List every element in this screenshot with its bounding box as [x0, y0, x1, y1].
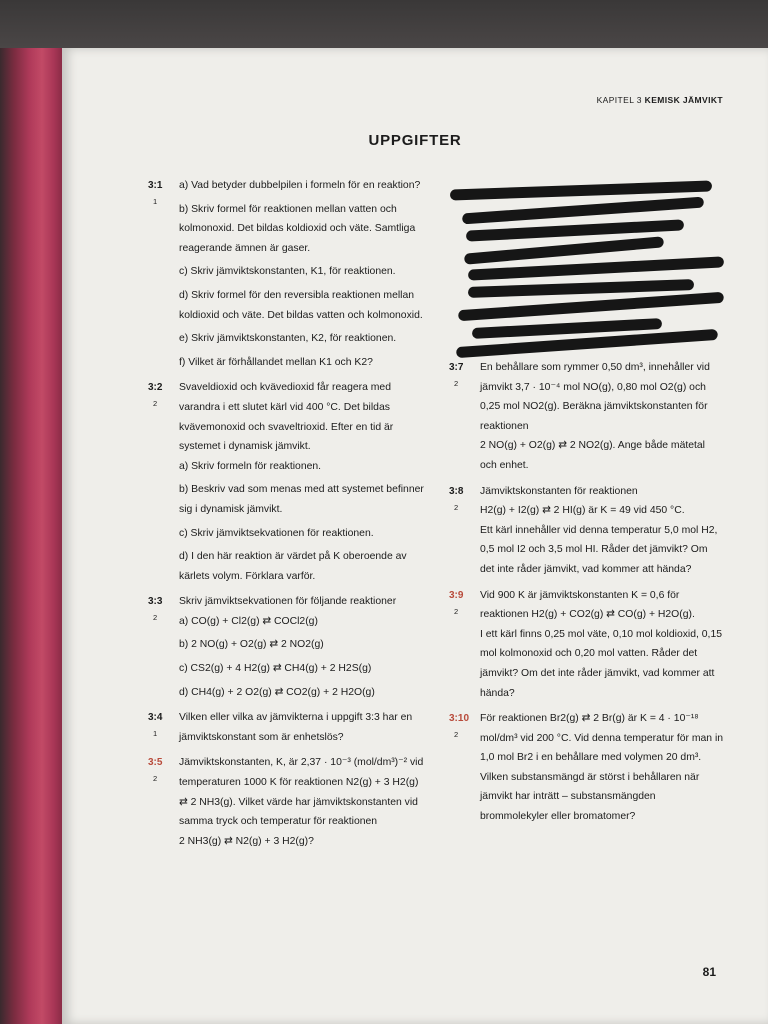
reaction-b: b) 2 NO(g) + O2(g) ⇄ 2 NO2(g): [179, 639, 324, 651]
task-text: d) Skriv formel för den reversibla reaktionen mellan koldioxid och väte. Det bildas vatten och kolmonoxid.: [179, 289, 423, 321]
page-number: 81: [702, 965, 716, 979]
left-column: [148, 176, 428, 857]
task-level: 2: [454, 502, 459, 512]
task-number: 3:9: [449, 589, 464, 601]
task-text: En behållare som rymmer 0,50 dm³, innehåller vid jämvikt 3,7 · 10⁻⁴ mol NO(g), 0,80 mol O2(g) och 0,25 mol NO2(g). Beräkna jämviktskonstanten för reaktionen: [480, 362, 710, 432]
task-text: b) Beskriv vad som menas med att systemet befinner sig i dynamisk jämvikt.: [179, 484, 424, 515]
reaction: 2 NH3(g) ⇄ N2(g) + 3 H2(g)?: [179, 835, 314, 847]
task-level: 1: [153, 197, 158, 206]
book-spine: [0, 48, 62, 1024]
task-3-10: [449, 709, 724, 827]
task-text: Jämviktskonstanten, K, är 2,37 · 10⁻³ (mol/dm³)⁻² vid temperaturen 1000 K för reaktionen N2(g) + 3 H2(g) ⇄ 2 NH3(g). Vilket värde har jämviktskonstanten vid samma tryck och temperatur för reaktionen: [179, 757, 424, 828]
reaction-d: d) CH4(g) + 2 O2(g) ⇄ CO2(g) + 2 H2O(g): [179, 686, 375, 698]
task-3-8: [449, 482, 724, 580]
task-number: 3:2: [148, 382, 163, 394]
task-level: 2: [153, 613, 158, 623]
task-3-5: [148, 753, 428, 851]
task-3-2: [148, 378, 428, 586]
photo-top-edge: [0, 0, 768, 48]
reaction-a: a) CO(g) + Cl2(g) ⇄ COCl2(g): [179, 615, 318, 627]
task-number: 3:10: [449, 713, 470, 725]
task-text: c) Skriv jämviktsekvationen för reaktionen.: [179, 527, 374, 539]
task-text: Svaveldioxid och kvävedioxid får reagera med varandra i ett slutet kärl vid 400 °C. Det bildas kvävemonoxid och svaveltrioxid. Efter en tid är systemet i dynamisk jämvikt.: [179, 382, 394, 453]
task-text: e) Skriv jämviktskonstanten, K2, för reaktionen.: [179, 333, 397, 345]
task-text: Vilken eller vilka av jämvikterna i uppgift 3:3 har en jämviktskonstant som är enhetslös?: [179, 712, 413, 743]
reaction-c: c) CS2(g) + 4 H2(g) ⇄ CH4(g) + 2 H2S(g): [179, 663, 372, 675]
task-text: c) Skriv jämviktskonstanten, K1, för reaktionen.: [179, 266, 396, 278]
reaction: 2 NO(g) + O2(g) ⇄ 2 NO2(g). Ange både mätetal och enhet.: [480, 440, 705, 471]
task-number: 3:5: [148, 757, 163, 769]
task-3-3: [148, 592, 428, 702]
task-text: d) I den här reaktion är värdet på K oberoende av kärlets volym. Förklara varför.: [179, 551, 407, 582]
task-text: b) Skriv formel för reaktionen mellan vatten och kolmonoxid. Det bildas koldioxid och väte. Samtliga reagerande ämnen är gaser.: [179, 203, 416, 254]
task-level: 2: [153, 399, 158, 409]
task-3-1: [148, 176, 428, 372]
task-text: Ett kärl innehåller vid denna temperatur 5,0 mol H2, 0,5 mol I2 och 3,5 mol HI. Råder det jämvikt? Om det inte råder jämvikt, vad kommer att hända?: [480, 524, 718, 575]
task-level: 2: [153, 774, 158, 784]
reaction: H2(g) + I2(g) ⇄ 2 HI(g) är K = 49 vid 450 °C.: [480, 505, 685, 517]
chapter-prefix: KAPITEL 3: [596, 95, 642, 105]
page-title: UPPGIFTER: [368, 132, 462, 149]
task-number: 3:3: [148, 596, 163, 608]
task-text: f) Vilket är förhållandet mellan K1 och K2?: [179, 356, 373, 368]
task-text: I ett kärl finns 0,25 mol väte, 0,10 mol koldioxid, 0,15 mol kolmonoxid och 0,20 mol vatten. Råder det jämvikt? Om det inte råder jämvikt, vad kommer att hända?: [480, 628, 722, 699]
task-level: 2: [454, 379, 459, 388]
task-level: 2: [454, 606, 459, 616]
task-3-9: [449, 586, 724, 704]
task-number: 3:8: [449, 485, 464, 497]
task-text: a) Skriv formeln för reaktionen.: [179, 460, 322, 472]
task-text: a) Vad betyder dubbelpilen i formeln för en reaktion?: [179, 180, 421, 191]
task-number: 3:7: [449, 362, 464, 373]
redaction-stroke: [450, 180, 712, 200]
task-text: Vid 900 K är jämviktskonstanten K = 0,6 för reaktionen H2(g) + CO2(g) ⇄ CO(g) + H2O(g).: [480, 589, 695, 621]
textbook-page: [62, 48, 768, 1024]
task-level: 1: [153, 729, 158, 739]
chapter-header: [597, 95, 723, 105]
task-number: 3:4: [148, 712, 163, 724]
task-number: 3:1: [148, 180, 163, 191]
task-3-4: [148, 708, 428, 747]
task-text: För reaktionen Br2(g) ⇄ 2 Br(g) är K = 4 · 10⁻¹⁸ mol/dm³ vid 200 °C. Vid denna temperatur för man in 1,0 mol Br2 i en behållare med volymen 20 dm³. Vilken substansmängd är störst i behållaren när jämvikt har inträtt – substansmängden brommolekyler eller bromatomer?: [480, 713, 724, 823]
task-text: Jämviktskonstanten för reaktionen: [480, 485, 638, 497]
task-level: 2: [454, 730, 459, 740]
task-text: Skriv jämviktsekvationen för följande reaktioner: [179, 596, 397, 608]
right-column: [449, 358, 724, 833]
redacted-task-scribble: [442, 173, 724, 348]
task-3-7: [449, 358, 724, 476]
chapter-title: KEMISK JÄMVIKT: [644, 95, 723, 105]
